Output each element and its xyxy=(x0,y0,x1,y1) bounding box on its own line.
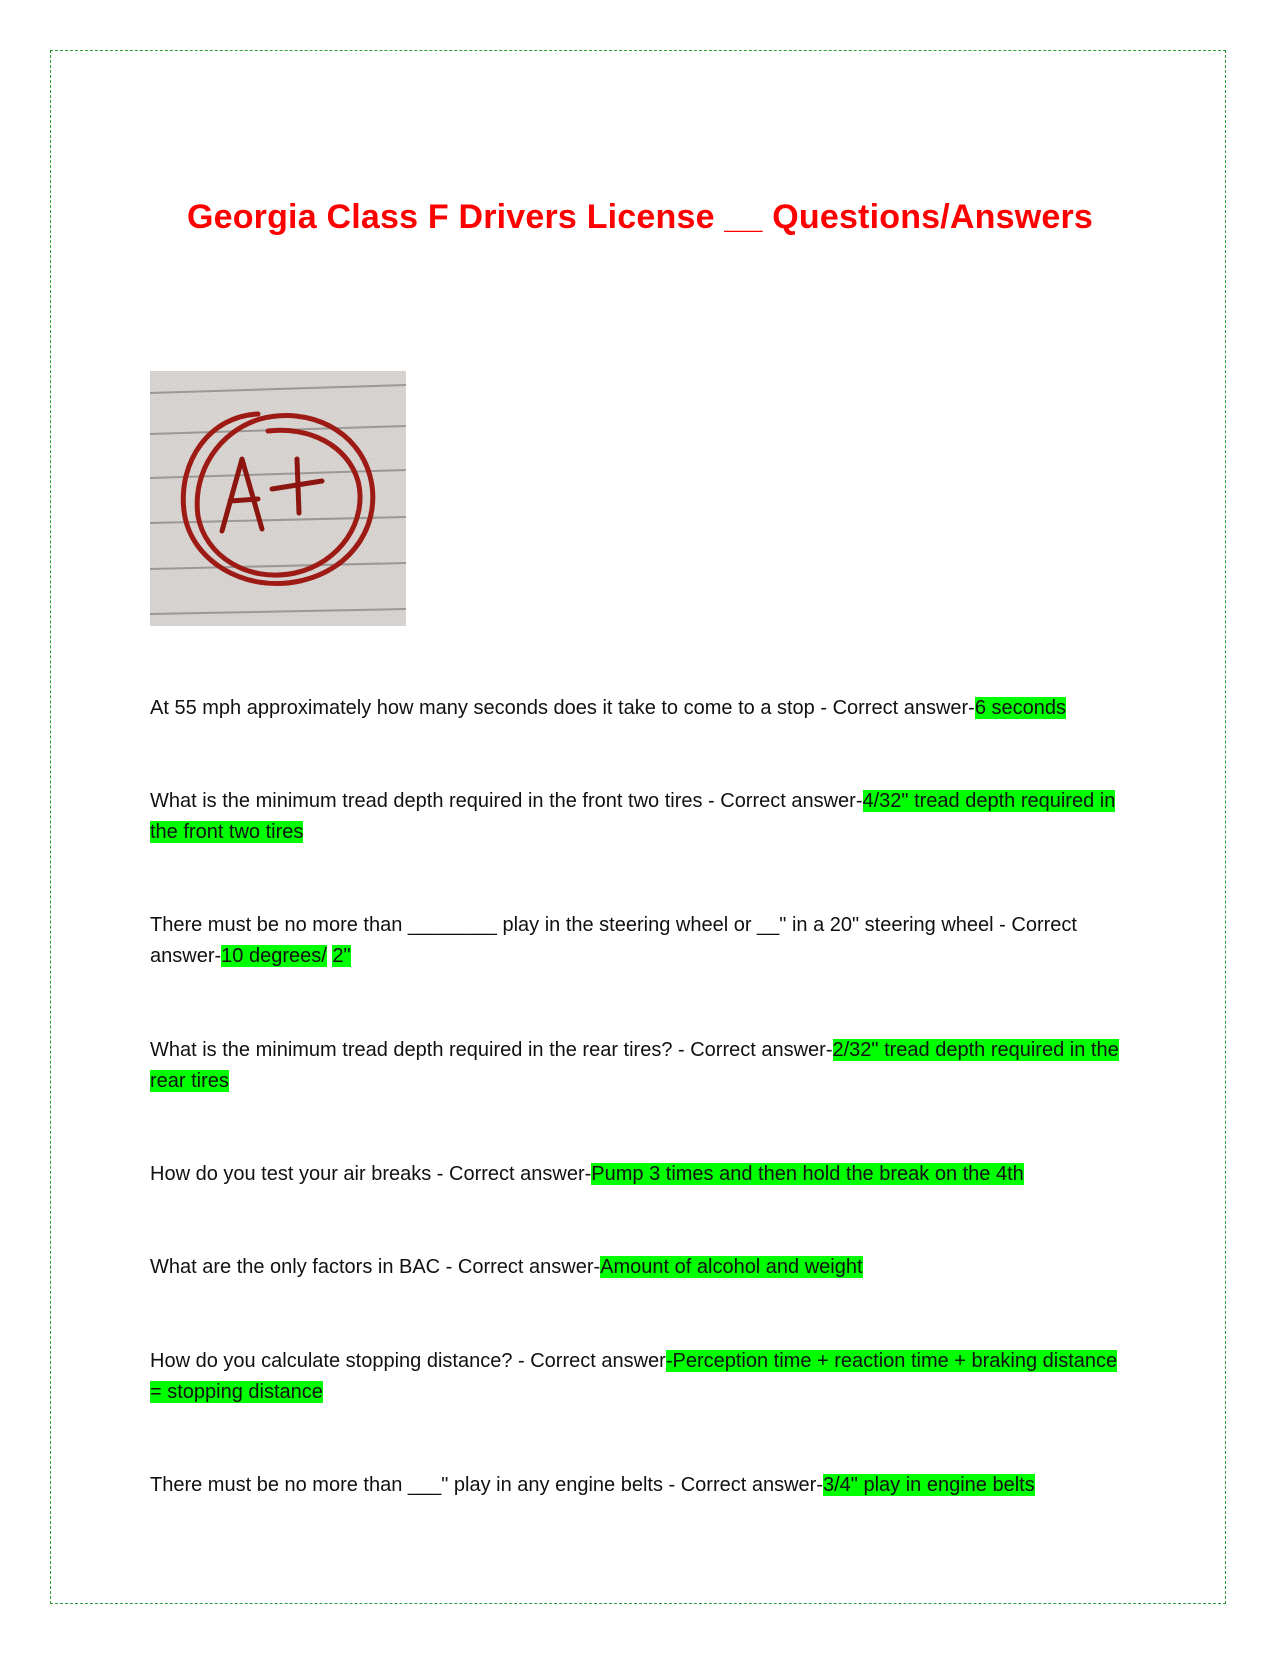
qa-item xyxy=(150,1159,1130,1190)
question-text: What are the only factors in BAC - Correct answer- xyxy=(150,1256,601,1278)
answer-highlight: 6 seconds xyxy=(974,697,1066,719)
qa-item xyxy=(150,910,1130,972)
answer-highlight: Amount of alcohol and weight xyxy=(600,1256,863,1278)
question-text: There must be no more than ___" play in any engine belts - Correct answer- xyxy=(150,1474,823,1496)
answer-highlight: -Perception time + reaction time + braking distance = stopping distance xyxy=(150,1350,1118,1403)
document-title: Georgia Class F Drivers License __ Questions/Answers xyxy=(186,198,1094,236)
qa-item xyxy=(150,786,1130,848)
question-text: What is the minimum tread depth required in the front two tires - Correct answer- xyxy=(150,790,863,812)
grade-image xyxy=(150,371,406,626)
answer-highlight: 2/32" tread depth required in the rear tires xyxy=(150,1039,1119,1092)
grade-a-plus-icon xyxy=(150,371,406,626)
question-text: At 55 mph approximately how many seconds does it take to come to a stop - Correct answer- xyxy=(150,697,975,719)
qa-item xyxy=(150,1252,1130,1283)
answer-highlight: 3/4" play in engine belts xyxy=(823,1474,1035,1496)
qa-item xyxy=(150,1346,1130,1408)
answer-highlight: Pump 3 times and then hold the break on the 4th xyxy=(591,1163,1024,1185)
answer-highlight: 4/32" tread depth required in the front two tires xyxy=(150,790,1116,843)
answer-highlight: 10 degrees/ xyxy=(221,945,327,967)
question-text: How do you calculate stopping distance? - Correct answer xyxy=(150,1350,666,1372)
answer-highlight: 2" xyxy=(332,945,351,967)
qa-item xyxy=(150,693,1130,724)
question-text: How do you test your air breaks - Correct answer- xyxy=(150,1163,592,1185)
question-text: There must be no more than ________ play in the steering wheel or __" in a 20" steering wheel - Correct answer- xyxy=(150,914,1077,967)
qa-item xyxy=(150,1035,1130,1097)
question-text: What is the minimum tread depth required in the rear tires? - Correct answer- xyxy=(150,1039,833,1061)
qa-item xyxy=(150,1470,1130,1501)
